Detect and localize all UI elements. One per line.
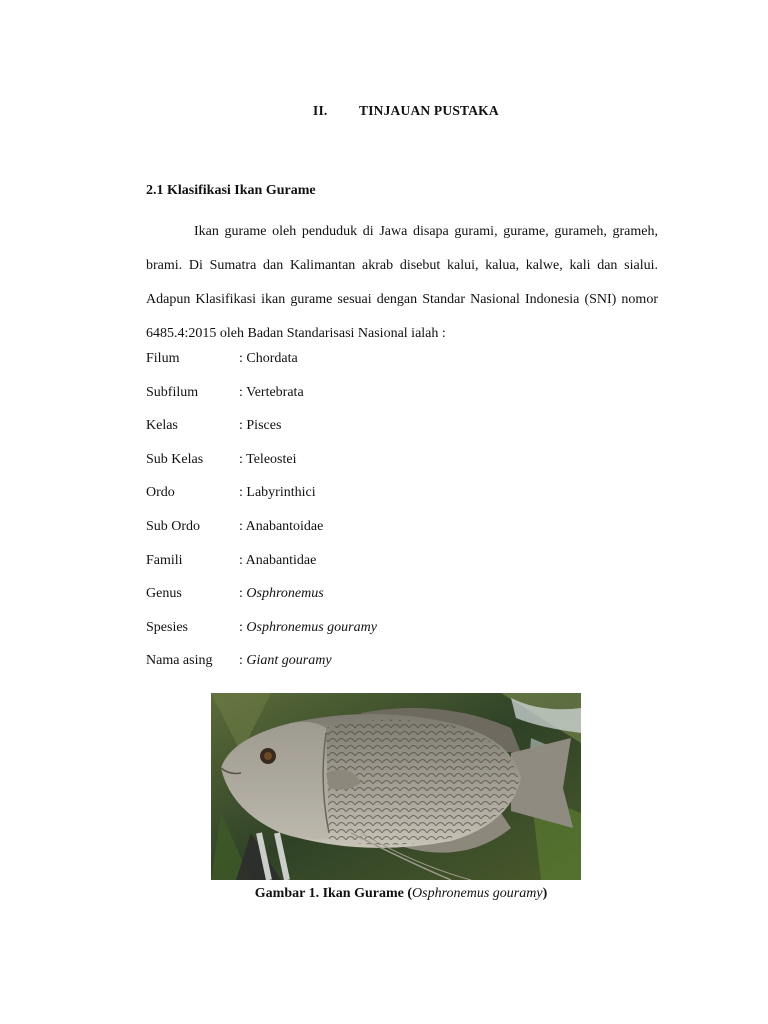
caption-suffix: ) — [542, 886, 548, 901]
classification-value: : Vertebrata — [239, 384, 304, 400]
classification-value: : Anabantoidae — [239, 518, 324, 534]
classification-label: Sub Ordo — [146, 518, 201, 534]
classification-value: : Anabantidae — [239, 552, 317, 568]
classification-label: Subfilum — [146, 384, 199, 400]
chapter-number: II. — [313, 103, 328, 118]
classification-value: : Giant gouramy — [239, 653, 332, 669]
classification-label: Nama asing — [146, 653, 213, 669]
classification-row — [146, 548, 658, 582]
classification-row — [146, 648, 658, 682]
classification-label: Kelas — [146, 418, 178, 434]
classification-label: Sub Kelas — [146, 451, 204, 467]
classification-row — [146, 380, 658, 414]
section-heading: 2.1 Klasifikasi Ikan Gurame — [146, 183, 316, 198]
classification-label: Filum — [146, 351, 180, 366]
classification-value: : Pisces — [239, 418, 282, 434]
classification-list — [146, 346, 658, 682]
classification-value: : Chordata — [239, 351, 298, 366]
classification-row — [146, 514, 658, 548]
classification-value: : Osphronemus — [239, 586, 324, 602]
caption-species: Osphronemus gouramy — [412, 886, 543, 901]
classification-value: : Osphronemus gouramy — [239, 619, 377, 635]
classification-row — [146, 346, 658, 380]
classification-label: Genus — [146, 586, 182, 602]
classification-value: : Labyrinthici — [239, 485, 316, 501]
chapter-title — [313, 103, 499, 119]
classification-row — [146, 447, 658, 481]
figure-caption — [0, 886, 768, 902]
chapter-title-text: TINJAUAN PUSTAKA — [359, 103, 499, 118]
classification-value: : Teleostei — [239, 451, 297, 467]
classification-row — [146, 413, 658, 447]
classification-label: Ordo — [146, 485, 175, 501]
fish-photo — [211, 693, 581, 880]
classification-row — [146, 480, 658, 514]
classification-label: Famili — [146, 552, 183, 568]
classification-row — [146, 615, 658, 649]
classification-label: Spesies — [146, 619, 188, 635]
caption-prefix: Gambar 1. Ikan Gurame ( — [254, 886, 413, 901]
gourami-fish-illustration — [211, 693, 581, 880]
body-paragraph: Ikan gurame oleh penduduk di Jawa disapa gurami, gurame, gurameh, grameh, brami. Di Sumatra dan Kalimantan akrab disebut kalui, kalua, kalwe, kali dan sialui. Adapun Klasifikasi ikan gurame sesuai dengan Standar Nasional Indonesia (SNI) nomor 6485.4:2015 oleh Badan Standarisasi Nasional ialah : — [146, 224, 658, 341]
classification-row — [146, 581, 658, 615]
